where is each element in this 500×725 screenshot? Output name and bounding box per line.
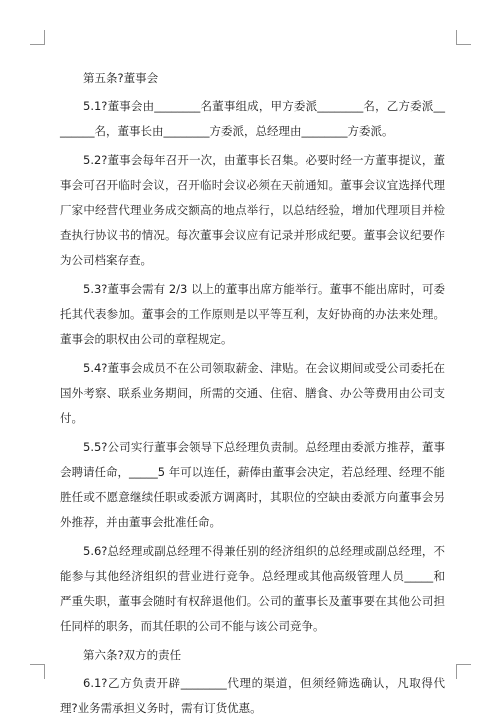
corner-mark-top-right <box>456 30 471 45</box>
clause-5-4: 5.4?董事会成员不在公司领取薪金、津贴。在会议期间或受公司委托在国外考察、联系业务期间，所需的交通、住宿、膳食、办公等费用由公司支付。 <box>60 361 445 425</box>
article-5-heading: 第五条?董事会 <box>83 71 159 85</box>
corner-mark-bottom-left <box>30 664 45 679</box>
corner-mark-top-left <box>30 30 45 45</box>
document-body <box>60 66 445 725</box>
clause-5-6: 5.6?总经理或副总经理不得兼任别的经济组织的总经理或副总经理，不能参与其他经济组织的营业进行竞争。总经理或其他高级管理人员_____和严重失职，董事会随时有权辞退他们。公司的董事长及董事要在其他公司担任同样的职务，而其任职的公司不能与该公司竞争。 <box>60 544 445 633</box>
clause-5-2: 5.2?董事会每年召开一次，由董事长召集。必要时经一方董事提议，董事会可召开临时会议，召开临时会议必须在天前通知。董事会议宜选择代理厂家中经营代理业务成交额高的地点举行，以总结经验，增加代理项目并检查执行协议书的情况。每次董事会议应有记录并形成纪要。董事会议纪要作为公司档案存查。 <box>60 153 445 267</box>
clause-5-5: 5.5?公司实行董事会领导下总经理负责制。总经理由委派方推荐，董事会聘请任命，_____5 年可以连任，薪俸由董事会决定，若总经理、经理不能胜任或不愿意继续任职或委派方调离时，其职位的空缺由委派方向董事会另外推荐，并由董事会批准任命。 <box>60 440 445 529</box>
clause-5-1: 5.1?董事会由________名董事组成，甲方委派________名，乙方委派________名，董事长由________方委派，总经理由________方委派。 <box>60 99 445 138</box>
clause-5-3: 5.3?董事会需有 2/3 以上的董事出席方能举行。董事不能出席时，可委托其代表参加。董事会的工作原则是以平等互利，友好协商的办法来处理。董事会的职权由公司的章程规定。 <box>60 282 445 346</box>
article-6-heading: 第六条?双方的责任 <box>83 648 182 662</box>
clause-6-1: 6.1?乙方负责开辟________代理的渠道，但须经筛选确认，凡取得代理?业务需承担义务时，需有订货优惠。 <box>60 676 445 715</box>
corner-mark-bottom-right <box>456 664 471 679</box>
